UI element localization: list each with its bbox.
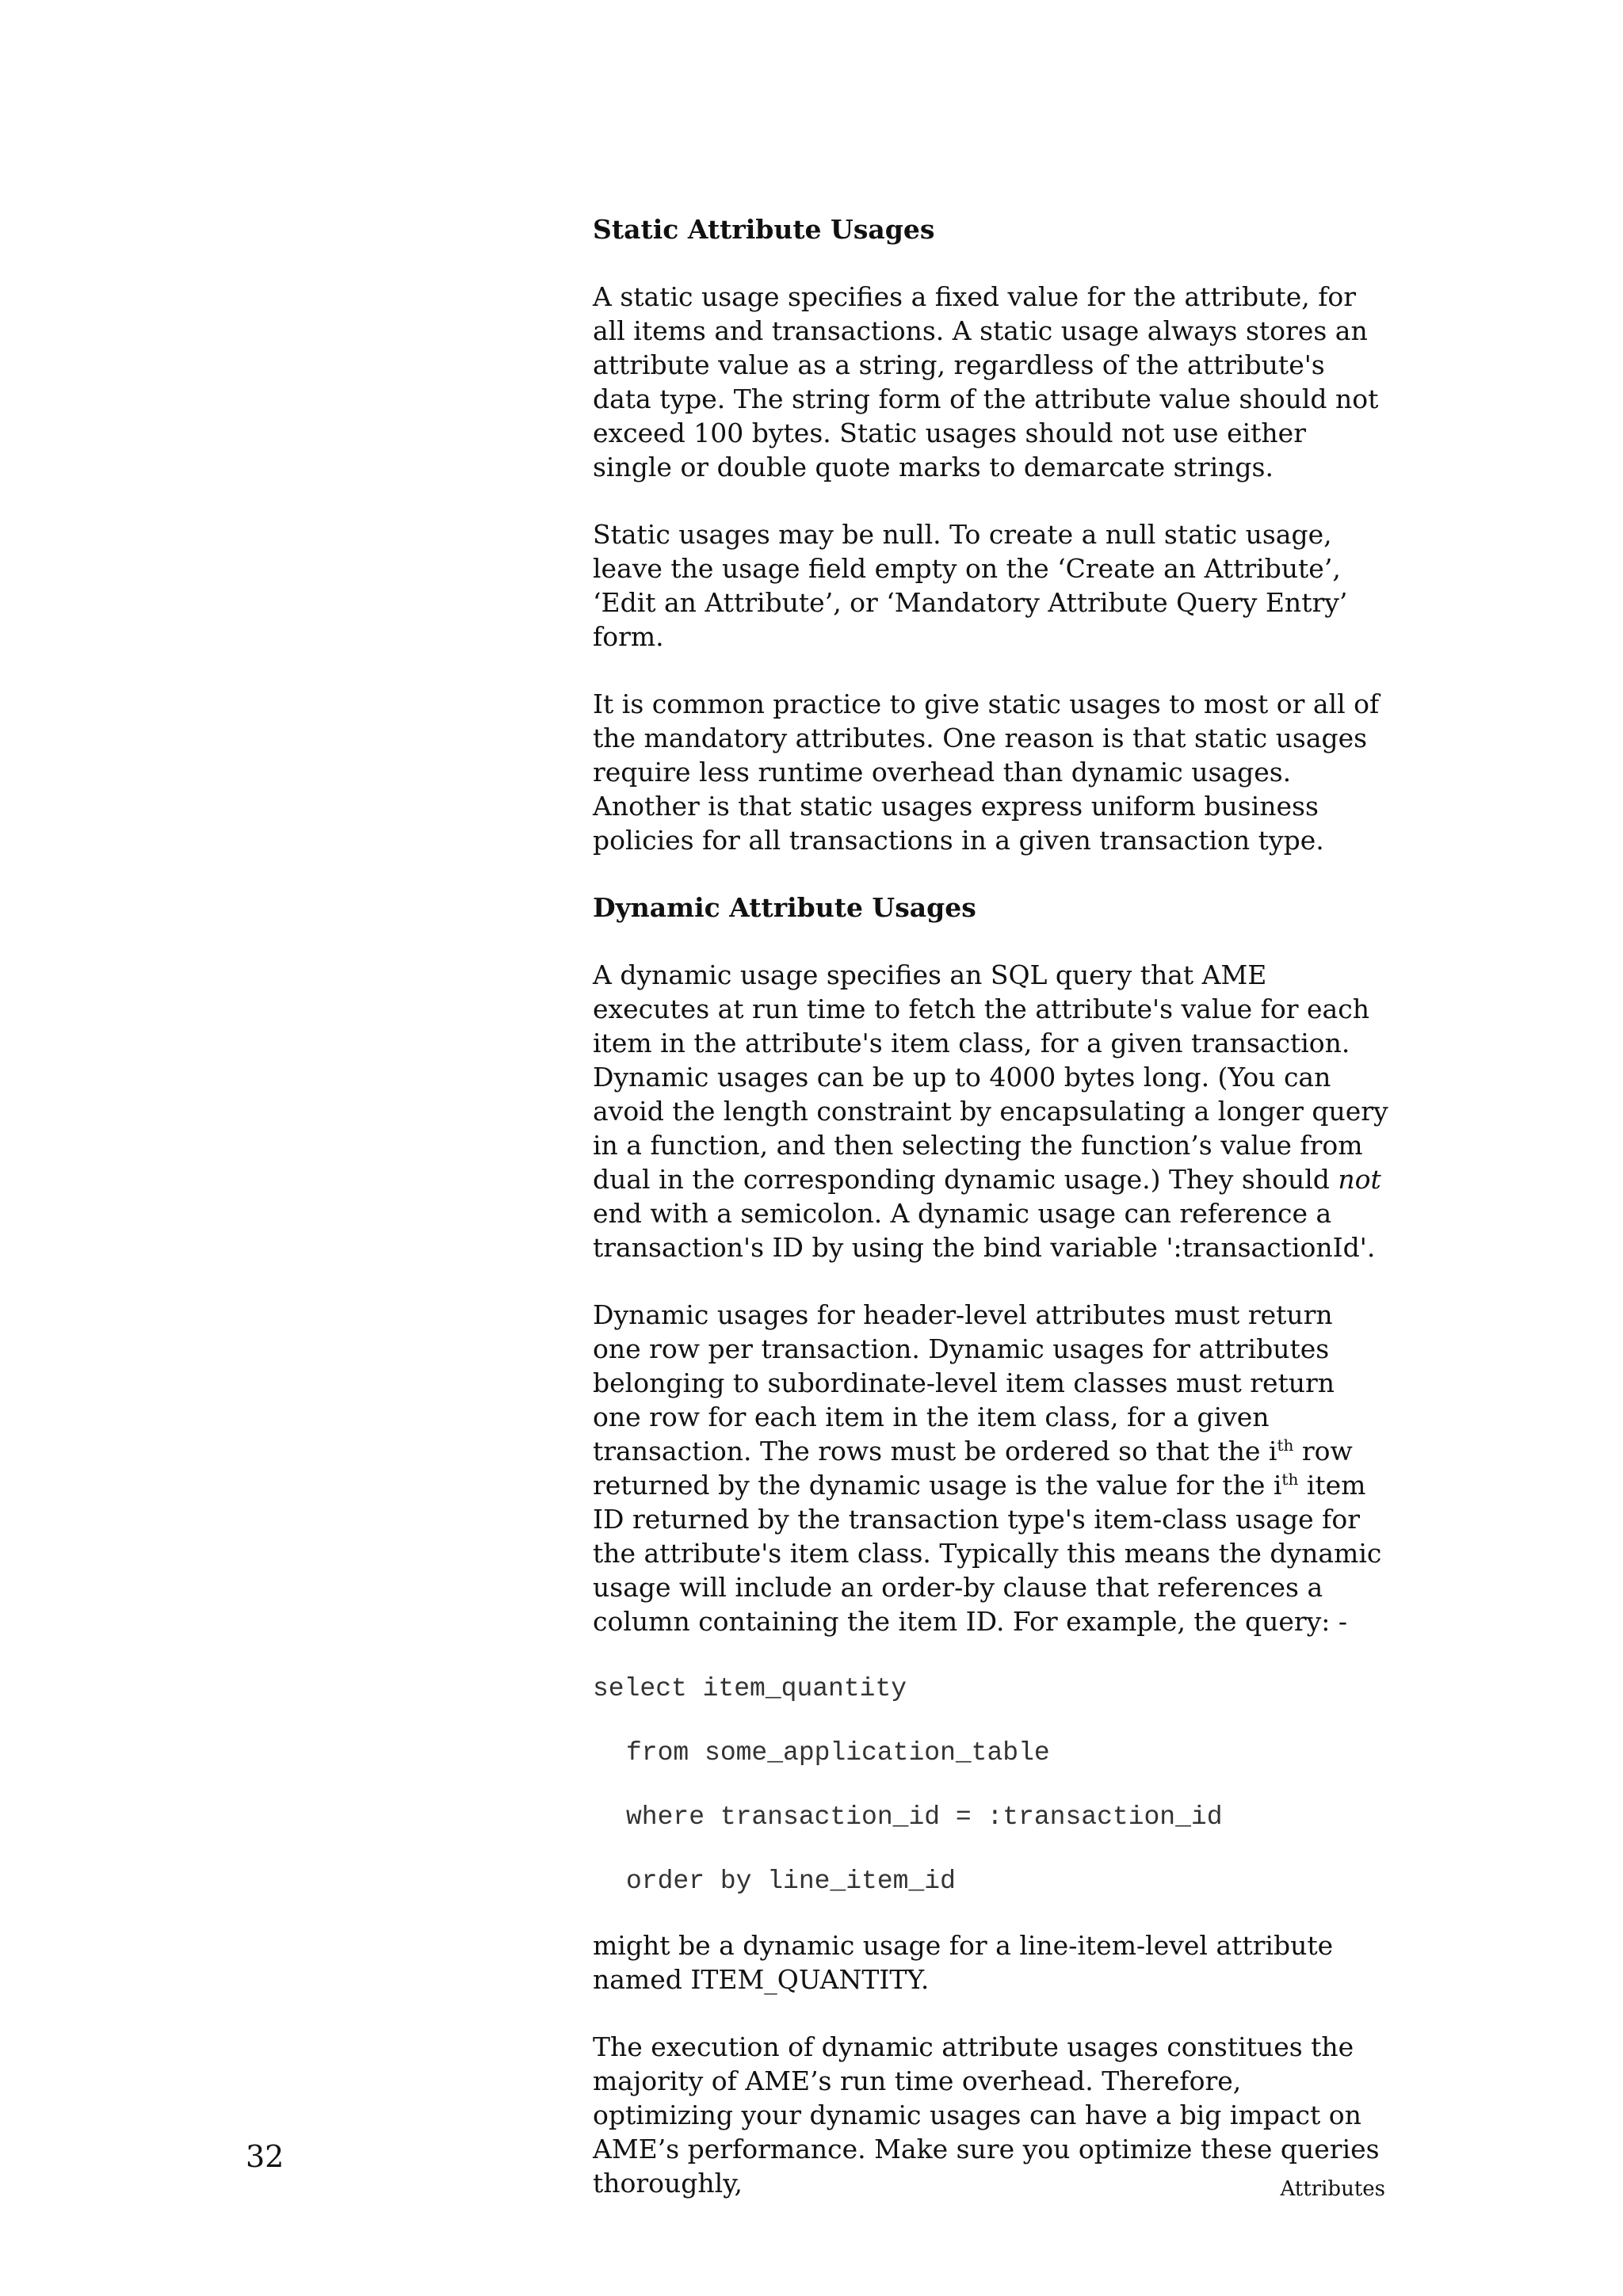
static-usage-paragraph-3: It is common practice to give static usages to most or all of the mandatory attributes. One reason is that static usages require less runtime overhead than dynamic usages. Another is that static usages express uniform business policies for all transactions in a given transaction type. xyxy=(593,688,1380,856)
static-usage-paragraph-2: Static usages may be null. To create a null static usage, leave the usage field empty on the ‘Create an Attribute’, ‘Edit an Attribute’, or ‘Mandatory Attribute Query Entry’ form. xyxy=(593,519,1348,652)
dynamic-p2-superscript-2: th xyxy=(1281,1470,1299,1489)
code-line-where: where transaction_id = :transaction_id xyxy=(626,1802,1223,1832)
page-content xyxy=(593,212,1388,2233)
dynamic-attribute-usages-heading: Dynamic Attribute Usages xyxy=(593,892,976,923)
code-line-order-by: order by line_item_id xyxy=(626,1867,956,1896)
dynamic-usage-paragraph-1 xyxy=(593,958,1388,1264)
dynamic-p2-text-c: item ID returned by the transaction type's item-class usage for the attribute's item class. Typically this means the dynamic usage will include an order-by clause that references a column containing the item ID. For example, the query: - xyxy=(593,1470,1382,1637)
dynamic-p1-text-b: end with a semicolon. A dynamic usage can reference a transaction's ID by using the bind variable ':transactionId'. xyxy=(593,1198,1376,1263)
page-number: 32 xyxy=(246,2139,285,2174)
dynamic-usage-paragraph-2 xyxy=(593,1298,1388,1638)
dynamic-usage-paragraph-4: The execution of dynamic attribute usages constitues the majority of AME’s run time overhead. Therefore, optimizing your dynamic usages can have a big impact on AME’s performance. Make sure you optimize these queries thoroughly, xyxy=(593,2031,1380,2199)
static-usage-paragraph-1: A static usage specifies a fixed value for the attribute, for all items and transactions. A static usage always stores an attribute value as a string, regardless of the attribute's data type. The string form of the attribute value should not exceed 100 bytes. Static usages should not use either single or double quote marks to demarcate strings. xyxy=(593,281,1379,482)
static-attribute-usages-heading: Static Attribute Usages xyxy=(593,214,935,245)
code-line-select: select item_quantity xyxy=(593,1674,907,1703)
dynamic-usage-paragraph-3: might be a dynamic usage for a line-item-level attribute named ITEM_QUANTITY. xyxy=(593,1930,1334,1995)
code-line-from: from some_application_table xyxy=(626,1738,1050,1768)
footer-chapter-label: Attributes xyxy=(1280,2177,1385,2201)
dynamic-p2-superscript-1: th xyxy=(1277,1436,1294,1455)
dynamic-p1-text-a: A dynamic usage specifies an SQL query that AME executes at run time to fetch the attribute's value for each item in the attribute's item class, for a given transaction. Dynamic usages can be up to 4000 bytes long. (You can avoid the length constraint by encapsulating a longer query in a function, and then selecting the function’s value from dual in the corresponding dynamic usage.) They should xyxy=(593,959,1388,1195)
dynamic-p2-text-a: Dynamic usages for header-level attributes must return one row per transaction. Dynamic usages for attributes belonging to subordinate-level item classes must return one row for each item in the item class, for a given transaction. The rows must be ordered so that the i xyxy=(593,1299,1335,1466)
dynamic-p1-emphasis: not xyxy=(1338,1164,1381,1195)
dynamic-p2-text-b: row returned by the dynamic usage is the value for the i xyxy=(593,1436,1353,1501)
